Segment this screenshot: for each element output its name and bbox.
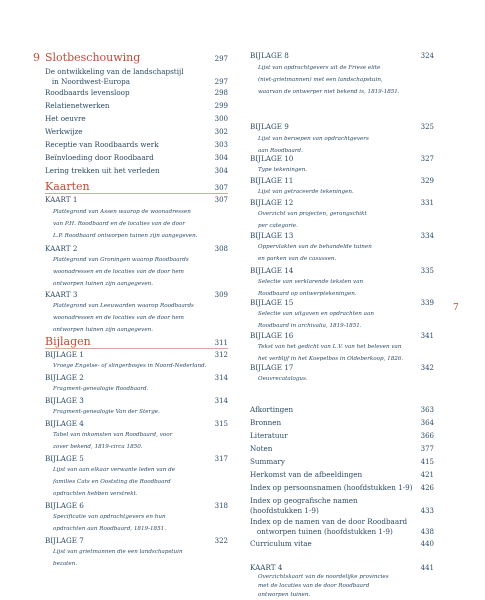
toc-entry-page: 440: [420, 540, 434, 548]
toc-entry-page: 438: [420, 528, 434, 536]
toc-entry-page: 318: [214, 502, 228, 510]
toc-entry[interactable]: [250, 298, 434, 308]
toc-entry-page: 364: [420, 419, 434, 427]
toc-entry-page: 303: [214, 141, 228, 149]
toc-entry-label: Index op de namen van de door Roodbaard ontworpen tuinen (hoofdstukken 1-9): [250, 517, 408, 536]
toc-entry[interactable]: [250, 444, 434, 454]
toc-entry[interactable]: [45, 244, 228, 254]
toc-entry-description: Plattegrond van Assen waarop de woonadressen van P.H. Roodbaard en de locaties van de door L.P. Roodbaard ontworpen tuinen zijn aangegeven.: [53, 209, 198, 239]
toc-entry-description: Lijst van aan elkaar verwante leden van de families Cats en Ooststing die Roodbaard opdrachten hebben verstrekt.: [53, 467, 176, 497]
kaarten-heading[interactable]: [45, 180, 228, 193]
toc-entry-label: Literatuur: [250, 431, 288, 440]
toc-entry-label: BIJLAGE 7: [45, 536, 84, 545]
toc-entry-page: 433: [420, 507, 434, 515]
toc-entry-label: BIJLAGE 1: [45, 350, 84, 359]
chapter-number: 9: [33, 51, 40, 64]
toc-entry-page: 317: [214, 455, 228, 463]
toc-entry-description: Plattegrond van Leeuwarden waarop Roodbaards woonadressen en de locaties van de door hem ontworpen tuinen zijn aangegeven.: [53, 303, 194, 333]
toc-entry-label: BIJLAGE 8: [250, 51, 289, 60]
toc-entry[interactable]: [45, 536, 228, 546]
toc-entry[interactable]: [45, 454, 228, 464]
toc-entry-description: Overzichtskaart van de noordelijke provincies met de locaties van de door Roodbaard ontworpen tuinen.: [258, 574, 389, 598]
toc-entry[interactable]: [250, 154, 434, 164]
toc-entry-page: 312: [214, 351, 228, 359]
toc-entry[interactable]: [45, 501, 228, 511]
toc-entry[interactable]: [45, 88, 228, 98]
toc-entry-description: Specificatie van opdrachtgevers en hun opdrachten aan Roodbaard, 1819-1851.: [53, 514, 166, 532]
toc-entry-page: 304: [214, 154, 228, 162]
toc-entry-page: 299: [214, 102, 228, 110]
toc-entry-page: 335: [420, 267, 434, 275]
toc-entry-description: Tabel van inkomsten van Roodbaard, voor zover bekend, 1819-circa 1850.: [53, 432, 173, 450]
toc-entry-label: Index op geografische namen (hoofdstukken 1-9): [250, 496, 358, 515]
chapter-title: Slotbeschouwing: [45, 51, 141, 64]
chapter-heading[interactable]: [45, 51, 228, 64]
toc-entry-page: 377: [420, 445, 434, 453]
bijlagen-page: 311: [214, 339, 228, 347]
toc-entry[interactable]: [250, 457, 434, 467]
toc-entry-label: Herkomst van de afbeeldingen: [250, 470, 363, 479]
toc-entry-description: Lijst van grietmannen die een landschapstuin bezaten.: [53, 549, 183, 567]
toc-entry-description: Tekst van het gedicht van L.V. van het beleven van het verblijf in het Koepelbos in Oldeberkoop, 1826.: [258, 344, 404, 362]
toc-entry-description: Plattegrond van Groningen waarop Roodbaards woonadressen en de locaties van de door hem ontworpen tuinen zijn aangegeven.: [53, 257, 189, 287]
toc-entry-page: 339: [420, 299, 434, 307]
toc-entry-page: 304: [214, 167, 228, 175]
toc-entry[interactable]: [45, 166, 228, 176]
toc-entry-page: 325: [420, 123, 434, 131]
kaarten-title: Kaarten: [45, 180, 90, 193]
toc-entry-label: Werkwijze: [45, 127, 83, 136]
toc-entry-page: 324: [420, 52, 434, 60]
toc-entry-label: BIJLAGE 14: [250, 266, 294, 275]
toc-entry-label: Afkortingen: [250, 405, 294, 414]
toc-entry[interactable]: [250, 231, 434, 241]
toc-entry-page: 329: [420, 177, 434, 185]
toc-entry-page: 300: [214, 115, 228, 123]
toc-entry-label: BIJLAGE 10: [250, 154, 294, 163]
toc-entry-description: Fragment-genealogie Roodbaard.: [53, 386, 149, 392]
toc-entry-label: BIJLAGE 13: [250, 231, 294, 240]
toc-entry-label: BIJLAGE 16: [250, 331, 294, 340]
toc-entry-page: 363: [420, 406, 434, 414]
toc-entry-page: 366: [420, 432, 434, 440]
toc-entry-page: 342: [420, 364, 434, 372]
toc-entry-description: Lijst van getraceerde tekeningen.: [258, 189, 354, 195]
toc-entry-label: KAART 3: [45, 290, 78, 299]
toc-entry-label: Receptie van Roodbaards werk: [45, 140, 159, 149]
toc-entry[interactable]: [250, 51, 434, 61]
toc-entry-label: KAART 4: [250, 563, 283, 572]
toc-entry-label: BIJLAGE 9: [250, 122, 289, 131]
toc-entry-page: 298: [214, 89, 228, 97]
toc-entry-label: Relatienetwerken: [45, 101, 110, 110]
chapter-page: 297: [214, 55, 228, 63]
toc-entry-description: Lijst van opdrachtgevers uit de Friese elite (niet-grietmannen) met een landschapstuin, waarvan de ontwerper niet bekend is, 1819-1851.: [258, 65, 400, 95]
toc-entry-label: Beïnvloeding door Roodbaard: [45, 153, 154, 162]
toc-entry-page: 331: [420, 199, 434, 207]
toc-entry-label: BIJLAGE 11: [250, 176, 294, 185]
toc-entry-label: BIJLAGE 4: [45, 419, 84, 428]
toc-entry-description: Vroege Engelse- of slingerbosjes in Noord-Nederland.: [53, 363, 207, 369]
toc-entry[interactable]: [250, 176, 434, 186]
toc-entry-label: Bronnen: [250, 418, 282, 427]
toc-entry-label: BIJLAGE 5: [45, 454, 84, 463]
toc-entry-page: 302: [214, 128, 228, 136]
toc-entry-description: Fragment-genealogie Van der Sterge.: [53, 409, 160, 415]
toc-entry-label: BIJLAGE 2: [45, 373, 84, 382]
toc-entry[interactable]: [250, 405, 434, 415]
toc-entry-label: BIJLAGE 6: [45, 501, 84, 510]
toc-entry-label: Noten: [250, 444, 273, 453]
toc-entry-label: BIJLAGE 3: [45, 396, 84, 405]
toc-entry-page: 314: [214, 397, 228, 405]
toc-entry-description: Selectie van uitgaven en opdrachten aan Roodbaard in archivalia, 1819-1851.: [258, 311, 374, 329]
toc-entry[interactable]: [250, 418, 434, 428]
toc-entry[interactable]: [45, 290, 228, 300]
toc-entry[interactable]: [250, 483, 434, 493]
bijlagen-title: Bijlagen: [45, 335, 91, 348]
bijlagen-heading[interactable]: [45, 335, 228, 348]
toc-entry[interactable]: [250, 539, 434, 549]
toc-entry-description: Type tekeningen.: [258, 167, 308, 173]
toc-entry-description: Selectie van verklarende teksten van Roodbaard op ontwerptekeningen.: [258, 279, 364, 297]
toc-entry-label: Roodbaards levensloop: [45, 88, 130, 97]
toc-entry[interactable]: [45, 350, 228, 360]
toc-entry[interactable]: [250, 122, 434, 132]
toc-entry-page: 297: [214, 78, 228, 86]
toc-entry-page: 327: [420, 155, 434, 163]
toc-entry-label: Index op persoonsnamen (hoofdstukken 1-9): [250, 483, 413, 492]
toc-entry[interactable]: [45, 114, 228, 124]
toc-entry-label: Curriculum vitae: [250, 539, 312, 548]
toc-entry[interactable]: [250, 496, 434, 516]
toc-entry-label: Het oeuvre: [45, 114, 86, 123]
toc-entry[interactable]: [45, 140, 228, 150]
toc-entry-description: Oppervlakten van de behandelde tuinen en parken van de casussen.: [258, 244, 372, 262]
toc-entry[interactable]: [250, 266, 434, 276]
toc-entry-page: 309: [214, 291, 228, 299]
toc-entry-label: BIJLAGE 15: [250, 298, 294, 307]
toc-entry[interactable]: [45, 396, 228, 406]
toc-entry[interactable]: [45, 419, 228, 429]
toc-entry[interactable]: [250, 470, 434, 480]
divider: [45, 193, 228, 194]
toc-entry-label: Summary: [250, 457, 285, 466]
toc-entry[interactable]: [250, 563, 434, 573]
toc-entry-page: 315: [214, 420, 228, 428]
toc-entry-description: Lijst van beroepen van opdrachtgevers aan Roodbaard.: [258, 136, 369, 154]
toc-entry-page: 307: [214, 196, 228, 204]
toc-entry[interactable]: [45, 67, 228, 87]
toc-entry-label: De ontwikkeling van de landschapstijl in Noordwest-Europa: [45, 67, 184, 86]
toc-entry-description: Overzicht van projecten, gerangschikt per categorie.: [258, 211, 367, 229]
toc-entry[interactable]: [250, 363, 434, 373]
toc-entry-label: BIJLAGE 17: [250, 363, 294, 372]
toc-entry-label: Lering trekken uit het verleden: [45, 166, 160, 175]
toc-entry-page: 441: [420, 564, 434, 572]
toc-entry-page: 314: [214, 374, 228, 382]
toc-entry-page: 322: [214, 537, 228, 545]
toc-entry[interactable]: [45, 127, 228, 137]
toc-entry[interactable]: [45, 101, 228, 111]
toc-entry-label: BIJLAGE 12: [250, 198, 294, 207]
toc-entry-page: 426: [420, 484, 434, 492]
kaarten-page: 307: [214, 184, 228, 192]
toc-entry[interactable]: [250, 517, 434, 537]
toc-entry[interactable]: [45, 153, 228, 163]
divider: [45, 348, 228, 349]
toc-entry[interactable]: [250, 431, 434, 441]
toc-entry[interactable]: [250, 198, 434, 208]
toc-entry[interactable]: [45, 373, 228, 383]
toc-entry-page: 308: [214, 245, 228, 253]
toc-entry-page: 421: [420, 471, 434, 479]
toc-entry-description: Oeuvrecatalogus.: [258, 376, 308, 382]
toc-entry[interactable]: [250, 331, 434, 341]
page-number: 7: [453, 303, 459, 313]
toc-entry-label: KAART 1: [45, 195, 78, 204]
toc-entry-label: KAART 2: [45, 244, 78, 253]
toc-entry-page: 334: [420, 232, 434, 240]
toc-entry-page: 341: [420, 332, 434, 340]
toc-entry-page: 415: [420, 458, 434, 466]
toc-entry[interactable]: [45, 195, 228, 205]
